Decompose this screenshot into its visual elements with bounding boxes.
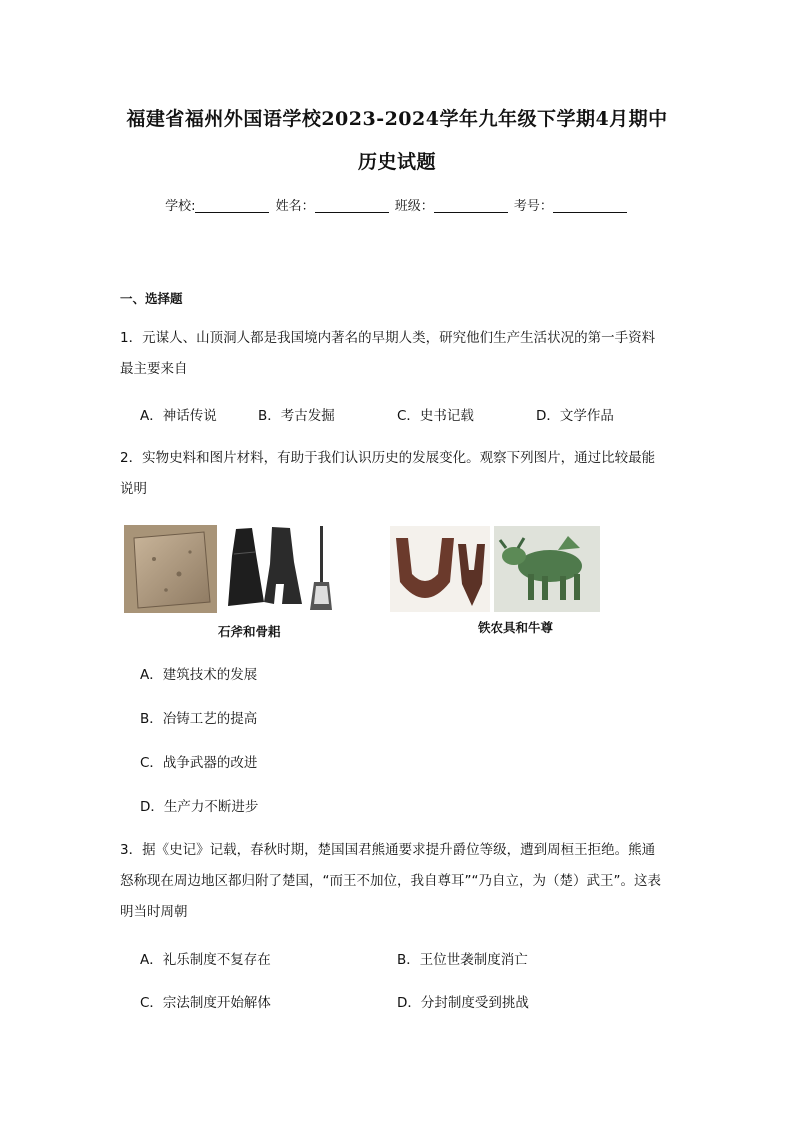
stone-axe-bone-spade-image [124,524,344,616]
student-info-row [0,195,794,214]
class-label: 班级： [394,199,434,214]
question-3-option-a[interactable]: A．礼乐制度不复存在 [140,952,271,968]
question-1-line-2: 最主要来自 [120,361,188,377]
question-3-line-3: 明当时周朝 [120,904,188,920]
question-2-line-2: 说明 [120,481,147,497]
bone-spade-photo [228,526,332,610]
question-3-option-d[interactable]: D．分封制度受到挑战 [397,995,529,1011]
section-heading: 一、选择题 [120,291,183,306]
name-blank[interactable] [315,198,389,213]
question-3-option-b[interactable]: B．王位世袭制度消亡 [397,952,528,968]
exam-title: 福建省福州外国语学校2023-2024学年九年级下学期4月期中 [126,108,668,130]
question-3-line-1: 3．据《史记》记载，春秋时期，楚国国君熊通要求提升爵位等级，遭到周桓王拒绝。熊通 [120,842,656,858]
question-2-option-d[interactable]: D．生产力不断进步 [140,799,259,815]
exam-number-blank[interactable] [553,198,627,213]
school-blank[interactable] [195,198,269,213]
question-2-option-a[interactable]: A．建筑技术的发展 [140,667,258,683]
question-1-option-c[interactable]: C．史书记载 [397,408,474,424]
question-1-stem [120,323,676,385]
exam-subtitle: 历史试题 [357,151,436,173]
question-2-stem [120,443,676,505]
question-1-option-b[interactable]: B．考古发掘 [258,408,335,424]
image-caption-stone-tools: 石斧和骨耜 [218,624,281,639]
question-2-option-c[interactable]: C．战争武器的改进 [140,755,258,771]
question-3-stem [120,835,676,928]
question-2-option-b[interactable]: B．冶铸工艺的提高 [140,711,258,727]
exam-number-label: 考号： [513,199,553,214]
class-blank[interactable] [434,198,508,213]
iron-farm-tools-photo [390,526,490,612]
image-caption-iron-tools: 铁农具和牛尊 [478,620,554,635]
name-label: 姓名： [275,199,315,214]
ox-zun-photo [494,526,600,612]
question-3-option-c[interactable]: C．宗法制度开始解体 [140,995,271,1011]
iron-tools-ox-zun-image [390,526,602,612]
question-3-line-2: 怒称现在周边地区都归附了楚国，“而王不加位，我自尊耳”“乃自立，为（楚）武王”。这表 [120,873,661,889]
question-1-line-1: 1．元谋人、山顶洞人都是我国境内著名的早期人类，研究他们生产生活状况的第一手资料 [120,330,656,346]
question-2-line-1: 2．实物史料和图片材料，有助于我们认识历史的发展变化。观察下列图片，通过比较最能 [120,450,656,466]
question-1-option-d[interactable]: D．文学作品 [536,408,614,424]
question-1-option-a[interactable]: A．神话传说 [140,408,217,424]
stone-axe-photo [124,525,217,613]
school-label: 学校: [165,199,196,214]
